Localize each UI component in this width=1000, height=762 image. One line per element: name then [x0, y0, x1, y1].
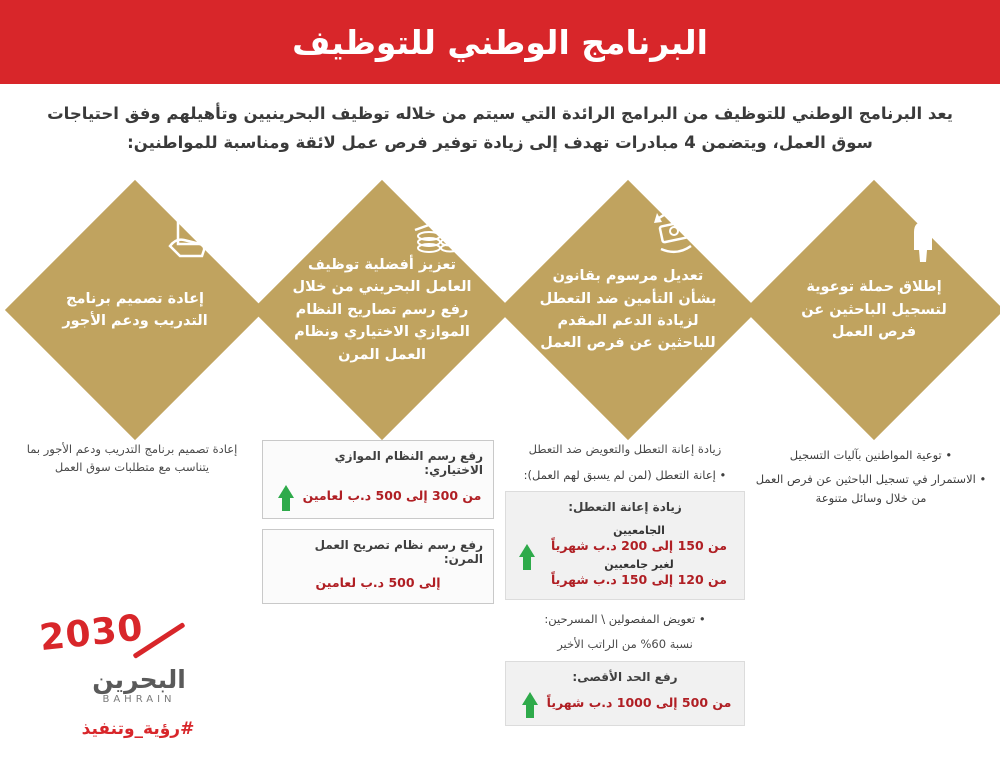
value-line — [273, 574, 483, 593]
bullet-text: توعية المواطنين بآليات التسجيل — [789, 448, 942, 462]
unemployment-note: زيادة إعانة التعطل والتعويض ضد التعطل — [528, 442, 722, 456]
box-title: رفع رسم النظام الموازي الاختياري: — [334, 449, 483, 477]
hashtag: #رؤية_وتنفيذ — [81, 719, 195, 739]
bullet-text: الاستمرار في تسجيل الباحثين عن فرص العمل من خلال وسائل متنوعة — [755, 472, 976, 505]
bullet-awareness-1: • توعية المواطنين بآليات التسجيل — [789, 448, 953, 462]
box-max-limit — [505, 661, 745, 726]
arrow-up-icon — [516, 544, 538, 567]
column-bahraini-worker — [262, 440, 494, 614]
pillar-title: إطلاق حملة توعوية لتسجيل الباحثين عن فرص العمل — [801, 279, 947, 341]
wages-note: إعادة تصميم برنامج التدريب ودعم الأجور بما يتناسب مع متطلبات سوق العمل — [26, 442, 238, 475]
column-awareness-campaign — [755, 440, 987, 513]
pillar-wages — [10, 188, 260, 438]
value-group — [516, 522, 734, 590]
pillar-title: تعديل مرسوم بقانون بشأن التأمين ضد التعطل لزيادة الدعم المقدم للباحثين عن فرص العمل — [539, 268, 717, 352]
arrow-up-icon — [519, 692, 541, 715]
vision-number: 2030 — [37, 607, 146, 660]
bullet-text: إعانة التعطل (لمن لم يسبق لهم العمل): — [523, 468, 716, 483]
header-bar — [0, 0, 1000, 84]
box-title: رفع الحد الأقصى: — [572, 670, 678, 685]
country-name-en: BAHRAIN — [102, 694, 176, 705]
pillar-unemployment-insurance — [503, 188, 753, 438]
box-increase-allowance — [505, 491, 745, 601]
group-label-nonuniversity: لغير جامعيين — [604, 557, 674, 571]
value-text: من 300 إلى 500 د.ب لعامين — [302, 488, 482, 504]
bullet-unemployment-allowance: • إعانة التعطل (لمن لم يسبق لهم العمل): — [523, 468, 727, 483]
pillar-awareness-campaign — [749, 188, 999, 438]
intro-paragraph: يعد البرنامج الوطني للتوظيف من البرامج الرائدة التي سيتم من خلاله توظيف البحرينيين وتأهيلهم وفق احتياجات سوق العمل، ويتضمن 4 مبادرات تهدف إلى زيادة توفير فرص عمل لائقة ومناسبة للمواطنين: — [47, 104, 953, 152]
arrow-up-icon — [275, 485, 297, 508]
bullet-text: تعويض المفصولين \ المسرحين: — [544, 612, 696, 627]
group-label-university: الجامعيين — [613, 523, 665, 537]
pillar-title: تعزيز أفضلية توظيف العامل البحريني من خلال رفع رسم تصاريح النظام الموازي الاختياري ونظام العمل المرن — [292, 256, 472, 363]
compensation-rate: نسبة 60% من الراتب الأخير — [557, 636, 693, 651]
box-title: رفع رسم نظام تصريح العمل المرن: — [314, 538, 483, 566]
footer-logo — [24, 607, 224, 750]
pillars-row — [0, 188, 1000, 438]
value-text: إلى 500 د.ب لعامين — [315, 575, 441, 590]
column-wages — [16, 440, 248, 485]
value-line — [273, 485, 483, 508]
country-name-ar: البحرين — [92, 665, 186, 694]
column-unemployment-insurance — [505, 440, 745, 736]
pillar-title: إعادة تصميم برنامج التدريب ودعم الأجور — [62, 290, 208, 329]
value-line — [516, 692, 734, 715]
box-title: زيادة إعانة التعطل: — [568, 499, 682, 514]
page-title: البرنامج الوطني للتوظيف — [292, 22, 708, 62]
group-value-university: من 150 إلى 200 د.ب شهرياً — [550, 537, 727, 553]
bullet-compensation: • تعويض المفصولين \ المسرحين: — [544, 612, 706, 627]
group-value-nonuniversity: من 120 إلى 150 د.ب شهرياً — [550, 571, 727, 587]
box-flexi-permit-fee — [262, 529, 494, 604]
bullet-awareness-2: • الاستمرار في تسجيل الباحثين عن فرص العمل من خلال وسائل متنوعة — [755, 472, 987, 505]
box-parallel-system-fee — [262, 440, 494, 519]
value-text: من 500 إلى 1000 د.ب شهرياً — [546, 695, 732, 711]
pillar-bahraini-worker — [257, 188, 507, 438]
